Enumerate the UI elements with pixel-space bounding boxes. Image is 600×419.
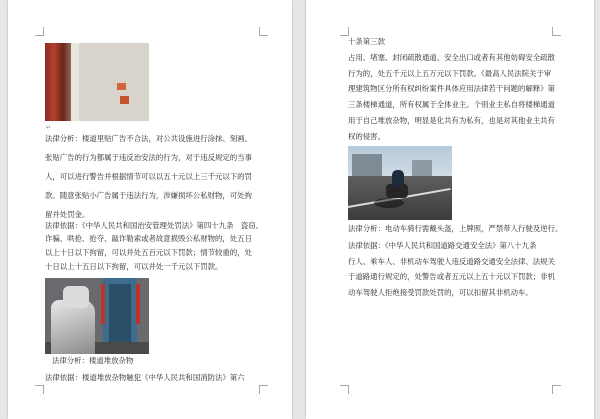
text-line[interactable]: 诈骗、哄抢、抢夺、敲诈勒索或者故意损毁公私财物的，处五日 bbox=[45, 234, 252, 243]
text-line[interactable]: 法律依据：《中华人民共和国道路交通安全法》第八十九条 bbox=[348, 241, 537, 250]
text-line[interactable]: 三条楼梯通道，所有权属于全体业主。个别业主私自将楼梯通道 bbox=[348, 100, 555, 109]
text-line[interactable]: 权的侵害。 bbox=[348, 132, 385, 141]
margin-corner-mark bbox=[259, 27, 268, 36]
text-line[interactable]: 行为的，处五千元以上五万元以下罚款。《最高人民法院关于审 bbox=[348, 69, 552, 78]
margin-corner-mark bbox=[259, 385, 268, 394]
margin-corner-mark bbox=[552, 385, 561, 394]
text-line[interactable]: 理建筑物区分所有权纠纷案件具体应用法律若干问题的解释》第 bbox=[348, 84, 555, 93]
text-line[interactable]: 行人、乘车人、非机动车驾驶人违反道路交通安全法律、法规关 bbox=[348, 257, 555, 266]
text-line[interactable]: 款。随意张贴小广告属于违法行为，涉嫌损坏公私财物，可处拘 bbox=[45, 191, 252, 200]
text-line[interactable]: 于道路通行规定的，处警告或者五元以上五十元以下罚款；非机 bbox=[348, 272, 555, 281]
text-line[interactable]: 占用、堵塞、封闭疏散通道、安全出口或者有其他妨碍安全疏散 bbox=[348, 53, 555, 62]
storefront-ad-photo[interactable] bbox=[45, 43, 149, 121]
text-line[interactable]: 法律分析：楼道里贴广告不合法，对公共设施进行涂抹、刻画、 bbox=[45, 134, 252, 143]
road-scooter-photo[interactable] bbox=[348, 146, 452, 220]
document-page-left bbox=[8, 0, 292, 419]
margin-corner-mark bbox=[340, 385, 349, 394]
text-line[interactable]: 法律分析：电动车骑行需戴头盔，上牌照，严禁带人行驶及逆行。 bbox=[348, 224, 563, 233]
text-line[interactable]: 法律依据：《中华人民共和国治安管理处罚法》第四十九条 盗窃、 bbox=[45, 221, 264, 230]
stairwell-clutter-photo[interactable] bbox=[45, 278, 149, 354]
image-caption[interactable]: 法律分析：楼道堆放杂物 bbox=[52, 356, 134, 365]
text-line[interactable]: 法律依据：楼道堆放杂物触犯《中华人民共和国消防法》第六 bbox=[45, 373, 245, 382]
text-line[interactable]: 十条第三款 bbox=[348, 37, 385, 46]
document-page-right bbox=[306, 0, 594, 419]
text-line[interactable]: 以上十日以下拘留，可以并处五百元以下罚款；情节较重的，处 bbox=[45, 248, 252, 257]
text-line[interactable]: 动车驾驶人拒绝接受罚款处罚的，可以扣留其非机动车。 bbox=[348, 288, 533, 297]
margin-corner-mark bbox=[35, 27, 44, 36]
text-line[interactable]: 用于自己堆放杂物，明显是化共有为私有，也是对其他业主共有 bbox=[348, 116, 555, 125]
text-line[interactable]: 人，可以进行警告并根据情节可以以五十元以上三千元以下的罚 bbox=[45, 172, 252, 181]
paragraph-mark: ↵ bbox=[46, 124, 52, 131]
margin-corner-mark bbox=[552, 27, 561, 36]
text-line[interactable]: 张贴广告的行为都属于违反治安法的行为，对于违反规定的当事 bbox=[45, 153, 252, 162]
margin-corner-mark bbox=[340, 27, 349, 36]
text-line[interactable]: 留并处罚金。 bbox=[45, 210, 90, 219]
text-line[interactable]: 十日以上十五日以下拘留，可以并处一千元以下罚款。 bbox=[45, 262, 223, 271]
margin-corner-mark bbox=[35, 385, 44, 394]
